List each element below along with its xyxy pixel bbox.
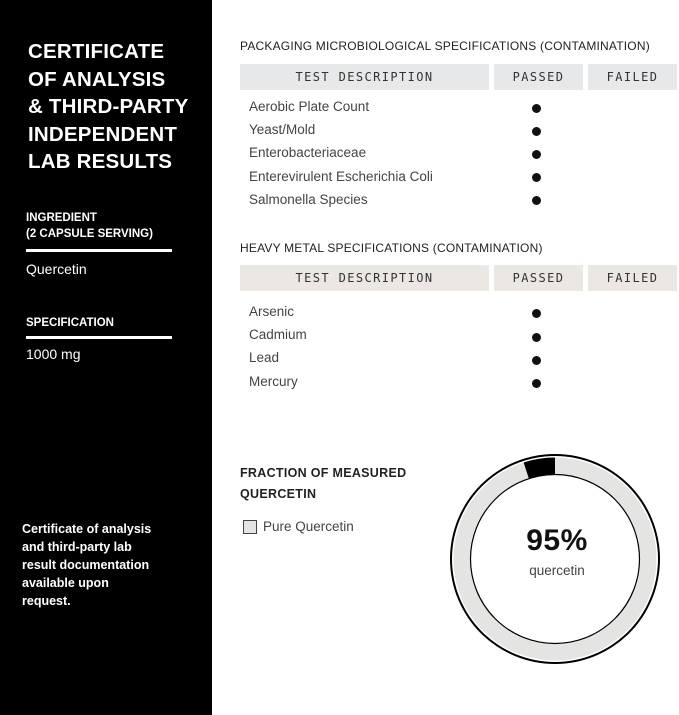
percent-value: 95% (526, 524, 588, 557)
ingredient-divider (26, 249, 172, 252)
fraction-title-line: QUERCETIN (240, 487, 317, 501)
note-line: request. (22, 594, 71, 608)
passed-dot-icon (532, 309, 541, 318)
table-row (249, 192, 433, 215)
donut-outer-gap (452, 456, 658, 662)
micro-header-failed: FAILED (588, 64, 677, 90)
test-name: Mercury (249, 373, 298, 389)
table-row (249, 99, 433, 122)
metal-table-title: HEAVY METAL SPECIFICATIONS (CONTAMINATION) (240, 241, 543, 255)
donut-remainder-segment (526, 466, 555, 471)
table-row (249, 350, 307, 373)
metal-header-test: TEST DESCRIPTION (240, 265, 489, 291)
test-name: Enterobacteriaceae (249, 145, 367, 161)
passed-dot-icon (532, 333, 541, 342)
test-name: Salmonella Species (249, 191, 368, 207)
note-line: and third-party lab (22, 540, 132, 554)
test-name: Aerobic Plate Count (249, 99, 370, 114)
passed-dot-icon (532, 356, 541, 365)
table-row (249, 327, 307, 350)
note-line: Certificate of analysis (22, 522, 152, 536)
micro-header-test: TEST DESCRIPTION (240, 64, 489, 90)
metal-header-passed: PASSED (494, 265, 583, 291)
legend-swatch (243, 520, 257, 534)
fraction-title (240, 463, 406, 505)
fraction-title-line: FRACTION OF MEASURED (240, 466, 407, 480)
legend-label: Pure Quercetin (263, 519, 354, 534)
quercetin-donut-chart (447, 451, 663, 667)
table-row (249, 145, 433, 168)
certificate-title (28, 38, 208, 176)
ingredient-label (26, 210, 153, 242)
table-row (249, 122, 433, 145)
passed-dot-icon (532, 379, 541, 388)
passed-dot-icon (532, 127, 541, 136)
title-line: LAB RESULTS (28, 150, 173, 173)
table-row (249, 374, 307, 397)
ingredient-value: Quercetin (26, 261, 87, 277)
passed-dot-icon (532, 173, 541, 182)
specification-value: 1000 mg (26, 346, 81, 362)
title-line: & THIRD-PARTY (28, 95, 189, 118)
test-name: Lead (249, 350, 280, 366)
percent-label: quercetin (529, 563, 585, 578)
micro-table-title: PACKAGING MICROBIOLOGICAL SPECIFICATIONS (CONTAMINATION) (240, 39, 650, 53)
metal-rows (249, 304, 307, 397)
passed-dot-icon (532, 150, 541, 159)
ingredient-label-line: (2 CAPSULE SERVING) (26, 228, 153, 240)
micro-rows (249, 99, 433, 215)
specification-label: SPECIFICATION (26, 317, 114, 329)
title-line: INDEPENDENT (28, 122, 178, 146)
test-name: Cadmium (249, 327, 307, 343)
table-row (249, 169, 433, 192)
documentation-note (22, 520, 192, 610)
metal-header-failed: FAILED (588, 265, 677, 291)
test-name: Arsenic (249, 304, 295, 319)
test-name: Yeast/Mold (249, 122, 316, 138)
note-line: available upon (22, 576, 109, 590)
title-line: CERTIFICATE (28, 40, 165, 63)
left-panel (0, 0, 212, 715)
test-name: Enterevirulent Escherichia Coli (249, 168, 433, 184)
title-line: OF ANALYSIS (28, 67, 166, 91)
micro-header-passed: PASSED (494, 64, 583, 90)
ingredient-label-line: INGREDIENT (26, 212, 97, 224)
note-line: result documentation (22, 558, 150, 572)
legend (243, 519, 354, 534)
specification-divider (26, 336, 172, 339)
table-row (249, 304, 307, 327)
passed-dot-icon (532, 104, 541, 113)
passed-dot-icon (532, 196, 541, 205)
